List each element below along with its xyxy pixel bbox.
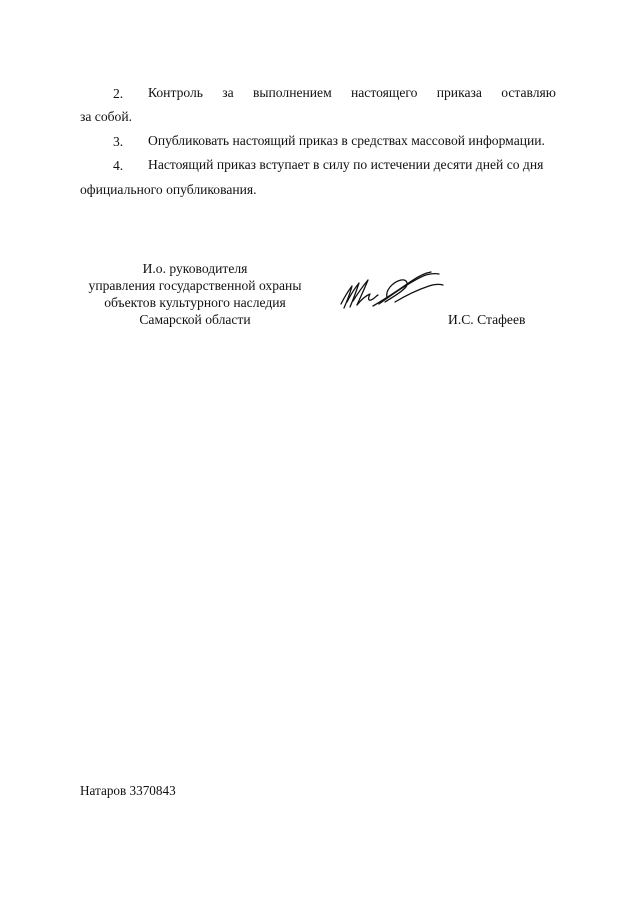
item-4-continuation: официального опубликования.: [80, 182, 257, 197]
item-2-first-line: [148, 86, 556, 100]
signature-title-line: Самарской области: [139, 312, 251, 327]
signer-name: И.С. Стафеев: [448, 312, 526, 327]
item-3-text: Опубликовать настоящий приказ в средствах массовой информации.: [148, 133, 545, 148]
item-4-first-line: Настоящий приказ вступает в силу по истечении десяти дней со дня: [148, 157, 544, 172]
item-number: 3.: [113, 134, 124, 149]
word: оставляю: [501, 85, 556, 100]
word: приказа: [436, 85, 482, 100]
word: за: [222, 85, 234, 100]
executor-footer: Натаров 3370843: [80, 783, 176, 798]
word: настоящего: [351, 85, 418, 100]
word: выполнением: [252, 85, 332, 100]
item-2-continuation: за собой.: [80, 109, 133, 124]
handwritten-signature: [335, 268, 455, 328]
item-number: 4.: [113, 158, 124, 173]
item-number: 2.: [113, 86, 124, 101]
signature-title-line: И.о. руководителя: [142, 261, 248, 276]
signature-title-line: управления государственной охраны: [88, 278, 302, 293]
signature-title-line: объектов культурного наследия: [104, 295, 286, 310]
word: Контроль: [148, 85, 203, 100]
